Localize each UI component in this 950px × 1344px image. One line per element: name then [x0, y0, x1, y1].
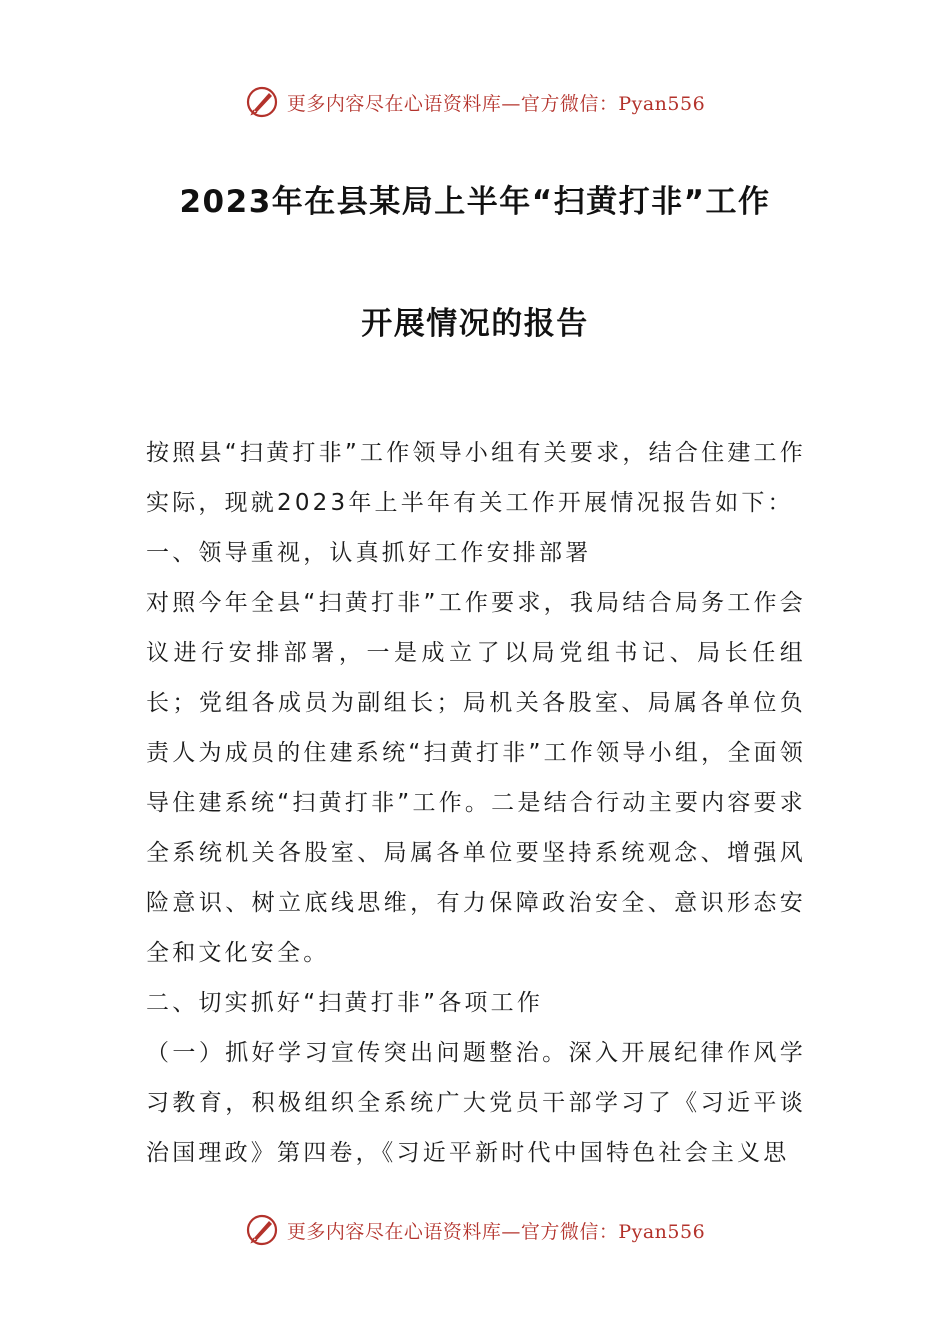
- document-body: [146, 428, 806, 1178]
- watermark-banner-top: [0, 82, 950, 122]
- document-title-line-1: 2023年在县某局上半年“扫黄打非”工作: [179, 184, 771, 220]
- watermark-text-top: 更多内容尽在心语资料库—官方微信：Pyan556: [286, 92, 706, 115]
- intro-paragraph: 按照县“扫黄打非”工作领导小组有关要求，结合住建工作实际，现就2023年上半年有关工作开展情况报告如下：: [146, 440, 806, 516]
- pen-quill-icon: [245, 1213, 279, 1247]
- section-heading-2: 二、切实抓好“扫黄打非”各项工作: [146, 990, 544, 1016]
- section-heading-1: 一、领导重视，认真抓好工作安排部署: [146, 540, 592, 566]
- pen-quill-icon: [245, 85, 279, 119]
- watermark-text-bottom: 更多内容尽在心语资料库—官方微信：Pyan556: [286, 1220, 706, 1243]
- section-2-paragraph: （一）抓好学习宣传突出问题整治。深入开展纪律作风学习教育，积极组织全系统广大党员干部学习了《习近平谈治国理政》第四卷，《习近平新时代中国特色社会主义思: [146, 1040, 806, 1166]
- watermark-banner-bottom: [0, 1210, 950, 1250]
- document-title-line-2: 开展情况的报告: [361, 306, 589, 342]
- section-1-paragraph: 对照今年全县“扫黄打非”工作要求，我局结合局务工作会议进行安排部署，一是成立了以局党组书记、局长任组长；党组各成员为副组长；局机关各股室、局属各单位负责人为成员的住建系统“扫黄打非”工作领导小组，全面领导住建系统“扫黄打非”工作。二是结合行动主要内容要求全系统机关各股室、局属各单位要坚持系统观念、增强风险意识、树立底线思维，有力保障政治安全、意识形态安全和文化安全。: [146, 590, 806, 966]
